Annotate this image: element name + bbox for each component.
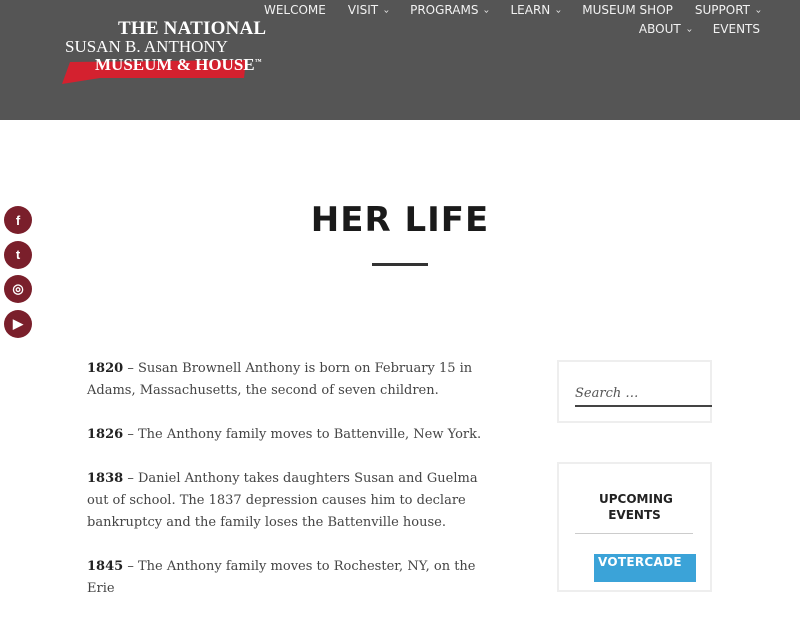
- search-input[interactable]: [575, 382, 712, 407]
- timeline-year: 1826: [87, 427, 124, 442]
- page-title: HER LIFE: [310, 200, 490, 240]
- site-header: [0, 0, 800, 120]
- youtube-icon: ▶: [13, 315, 23, 331]
- nav-item-label: EVENTS: [712, 21, 760, 36]
- nav-item-museum-shop[interactable]: [582, 3, 673, 17]
- chevron-down-icon: ›: [552, 9, 564, 13]
- nav-item-label: ABOUT: [638, 21, 681, 36]
- facebook-icon: f: [15, 212, 21, 228]
- timeline-entry: [87, 358, 502, 402]
- main-navigation: [240, 0, 764, 38]
- timeline-entry: [87, 424, 502, 446]
- chevron-down-icon: ›: [480, 9, 492, 13]
- twitter-icon: t: [15, 247, 21, 262]
- timeline-entry: [87, 556, 502, 600]
- nav-item-welcome[interactable]: [264, 3, 326, 17]
- nav-item-label: SUPPORT: [694, 2, 750, 17]
- nav-item-label: VISIT: [347, 2, 379, 17]
- timeline-text: – Daniel Anthony takes daughters Susan and Guelma out of school. The 1837 depression causes him to declare bankruptcy and the family loses the Battenville house.: [87, 471, 478, 530]
- chevron-down-icon: ›: [380, 9, 392, 13]
- timeline-year: 1845: [87, 559, 124, 574]
- nav-item-visit[interactable]: [347, 2, 392, 17]
- timeline-content: [87, 358, 502, 622]
- search-widget: [557, 360, 712, 423]
- timeline-text: – The Anthony family moves to Rochester, NY, on the Erie: [87, 559, 476, 596]
- nav-item-label: MUSEUM SHOP: [582, 2, 673, 17]
- timeline-entry: [87, 468, 502, 534]
- twitter-link[interactable]: [4, 241, 32, 269]
- timeline-year: 1820: [87, 361, 124, 376]
- chevron-down-icon: ›: [752, 9, 764, 13]
- nav-item-label: WELCOME: [263, 2, 326, 17]
- nav-item-label: LEARN: [510, 2, 551, 17]
- chevron-down-icon: ›: [683, 28, 695, 32]
- nav-item-events[interactable]: [713, 22, 760, 36]
- logo-line-2: SUSAN B. ANTHONY: [65, 37, 228, 56]
- timeline-text: – The Anthony family moves to Battenville, New York.: [123, 427, 482, 442]
- nav-row-secondary: [240, 19, 760, 38]
- site-logo[interactable]: [60, 18, 267, 88]
- event-thumbnail-text: VOTERCADE: [598, 555, 682, 569]
- events-divider: [575, 533, 693, 534]
- logo-line-1: THE NATIONAL: [118, 18, 267, 39]
- timeline-text: – Susan Brownell Anthony is born on February 15 in Adams, Massachusetts, the second of seven children.: [87, 361, 473, 398]
- upcoming-events-widget: [557, 462, 712, 592]
- title-divider: [372, 263, 428, 266]
- logo-line-3: MUSEUM & HOUSE™: [95, 55, 262, 74]
- nav-item-about[interactable]: [638, 21, 695, 36]
- timeline-year: 1838: [87, 471, 124, 486]
- instagram-link[interactable]: [4, 275, 32, 303]
- event-thumbnail[interactable]: [594, 554, 696, 582]
- nav-row-primary: [240, 0, 764, 19]
- nav-item-learn[interactable]: [510, 2, 564, 17]
- nav-item-label: PROGRAMS: [410, 2, 479, 17]
- youtube-link[interactable]: [4, 310, 32, 338]
- instagram-icon: ◎: [12, 281, 24, 296]
- events-widget-title: UPCOMING EVENTS: [599, 492, 673, 522]
- nav-item-support[interactable]: [694, 2, 764, 17]
- nav-item-programs[interactable]: [410, 2, 492, 17]
